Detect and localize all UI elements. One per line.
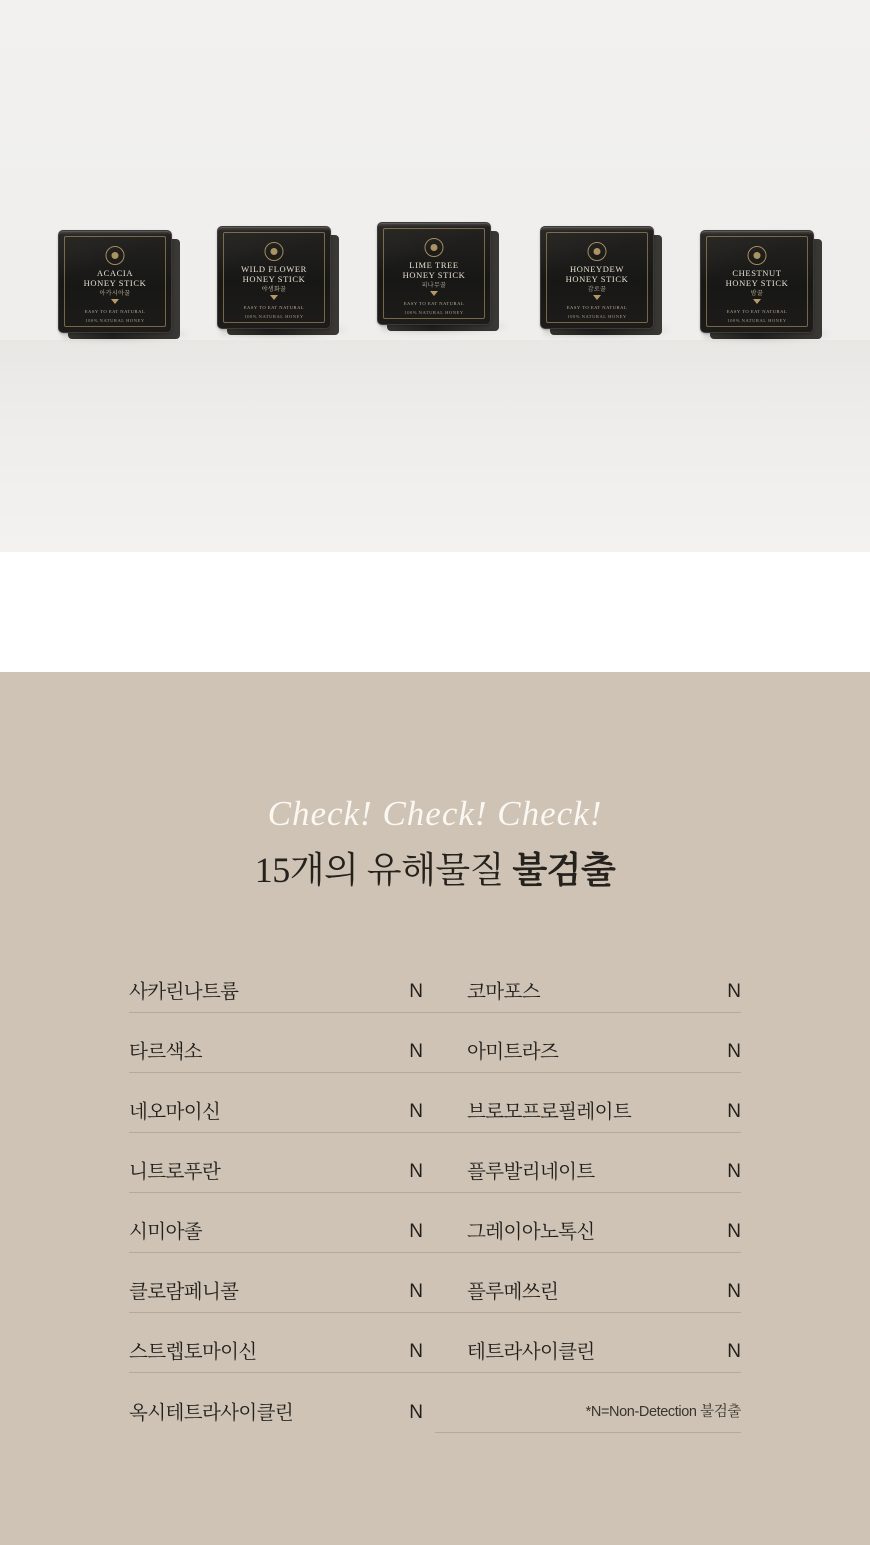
table-cell-right: [435, 1041, 741, 1073]
bee-emblem-icon: [265, 242, 284, 261]
substance-result: N: [727, 1101, 741, 1122]
tin-subtext-1: EASY TO EAT NATURAL: [403, 301, 465, 306]
product-tin-row: [0, 222, 870, 352]
section-title-bold: 불검출: [512, 850, 616, 890]
section-title-normal: 15개의 유해물질: [254, 850, 513, 890]
triangle-divider-icon: [593, 295, 601, 300]
table-cell-left: [129, 1341, 435, 1373]
tin-lid-highlight: [378, 223, 490, 227]
tin-name-line2: HONEY STICK: [725, 278, 789, 288]
substance-name: 플루발리네이트: [467, 1161, 595, 1183]
tin-name-line1: HONEYDEW: [570, 264, 624, 274]
table-cell-right: [435, 1221, 741, 1253]
substance-name: 아미트라즈: [467, 1041, 559, 1063]
tin-name-line2: HONEY STICK: [565, 274, 629, 284]
tin-name-ko: 밤꿀: [750, 291, 764, 297]
table-row: [129, 953, 741, 1013]
substance-result: N: [727, 1341, 741, 1362]
tin-name-line2: HONEY STICK: [242, 274, 306, 284]
tin-label: [218, 264, 330, 295]
tin-lid-highlight: [59, 231, 171, 235]
table-row: [129, 1013, 741, 1073]
tin-subtext-1: EASY TO EAT NATURAL: [243, 305, 305, 310]
bee-emblem-icon: [588, 242, 607, 261]
substance-name: 옥시테트라사이클린: [129, 1402, 294, 1424]
table-cell-left: [129, 1221, 435, 1253]
tin-lid: [540, 226, 654, 329]
table-cell-right: [435, 1101, 741, 1133]
section-script-title: Check! Check! Check!: [267, 794, 603, 833]
bee-emblem-icon: [425, 238, 444, 257]
substance-name: 그레이아노톡신: [467, 1221, 595, 1243]
tin-lid: [58, 230, 172, 333]
section-spacer: [0, 552, 870, 672]
table-cell-footnote: [435, 1401, 741, 1433]
tin-lid-highlight: [218, 227, 330, 231]
substance-name: 플루메쓰린: [467, 1281, 559, 1303]
hero-product-photo: [0, 0, 870, 552]
substance-name: 니트로푸란: [129, 1161, 221, 1183]
substance-result: N: [409, 1161, 423, 1182]
tin-name-line1: CHESTNUT: [732, 268, 782, 278]
product-tin: [217, 226, 335, 338]
substance-name: 테트라사이클린: [467, 1341, 595, 1363]
table-row: [129, 1313, 741, 1373]
table-cell-left: [129, 1161, 435, 1193]
substance-name: 클로람페니콜: [129, 1281, 239, 1303]
table-cell-left: [129, 1041, 435, 1073]
table-row: [129, 1253, 741, 1313]
bee-emblem-icon: [748, 246, 767, 265]
photo-backdrop: [0, 340, 870, 552]
product-tin: [58, 230, 176, 342]
tin-lid: [377, 222, 491, 325]
table-cell-right: [435, 981, 741, 1013]
substance-result: N: [409, 1041, 423, 1062]
triangle-divider-icon: [270, 295, 278, 300]
table-row: [129, 1073, 741, 1133]
tin-label: [378, 260, 490, 291]
substance-result: N: [727, 981, 741, 1002]
tin-lid: [700, 230, 814, 333]
substance-result: N: [727, 1041, 741, 1062]
table-cell-right: [435, 1161, 741, 1193]
tin-lid-highlight: [701, 231, 813, 235]
triangle-divider-icon: [753, 299, 761, 304]
tin-name-line1: WILD FLOWER: [241, 264, 307, 274]
tin-subtext-2: 100% NATURAL HONEY: [85, 318, 145, 323]
table-row: [129, 1193, 741, 1253]
tin-name-line2: HONEY STICK: [83, 278, 147, 288]
substance-name: 스트렙토마이신: [129, 1341, 257, 1363]
table-row: [129, 1373, 741, 1433]
substance-result: N: [409, 1341, 423, 1362]
product-tin: [377, 222, 495, 334]
section-title: [0, 842, 870, 893]
table-cell-left: [129, 1402, 435, 1433]
non-detection-footnote: *N=Non-Detection 불검출: [585, 1404, 741, 1420]
table-cell-right: [435, 1281, 741, 1313]
tin-name-ko: 피나무꿀: [421, 283, 447, 289]
product-tin: [700, 230, 818, 342]
substance-result: N: [727, 1221, 741, 1242]
substance-result: N: [409, 1402, 423, 1423]
bee-emblem-icon: [106, 246, 125, 265]
product-tin: [540, 226, 658, 338]
substance-result: N: [727, 1281, 741, 1302]
substance-result: N: [727, 1161, 741, 1182]
tin-subtext-2: 100% NATURAL HONEY: [567, 314, 627, 319]
tin-subtext-1: EASY TO EAT NATURAL: [84, 309, 146, 314]
substance-name: 타르색소: [129, 1041, 202, 1063]
tin-subtext-2: 100% NATURAL HONEY: [404, 310, 464, 315]
tin-label: [541, 264, 653, 295]
substance-name: 코마포스: [467, 981, 540, 1003]
table-cell-left: [129, 981, 435, 1013]
substance-result: N: [409, 1281, 423, 1302]
tin-name-ko: 아카시아꿀: [99, 291, 131, 297]
tin-subtext-1: EASY TO EAT NATURAL: [726, 309, 788, 314]
tin-subtext-2: 100% NATURAL HONEY: [727, 318, 787, 323]
substance-result: N: [409, 1101, 423, 1122]
triangle-divider-icon: [430, 291, 438, 296]
tin-name-line1: ACACIA: [96, 268, 134, 278]
table-row: [129, 1133, 741, 1193]
tin-lid: [217, 226, 331, 329]
substance-name: 시미아졸: [129, 1221, 202, 1243]
tin-name-ko: 야생화꿀: [261, 287, 287, 293]
substance-results-table: [129, 953, 741, 1433]
tin-subtext-2: 100% NATURAL HONEY: [244, 314, 304, 319]
triangle-divider-icon: [111, 299, 119, 304]
harmful-substance-test-section: [0, 672, 870, 1545]
substance-name: 브로모프로필레이트: [467, 1101, 632, 1123]
table-cell-left: [129, 1281, 435, 1313]
tin-name-ko: 감로꿀: [587, 287, 607, 293]
tin-name-line1: LIME TREE: [409, 260, 459, 270]
tin-lid-highlight: [541, 227, 653, 231]
tin-name-line2: HONEY STICK: [402, 270, 466, 280]
tin-label: [701, 268, 813, 299]
tin-subtext-1: EASY TO EAT NATURAL: [566, 305, 628, 310]
substance-result: N: [409, 981, 423, 1002]
table-cell-right: [435, 1341, 741, 1373]
tin-label: [59, 268, 171, 299]
substance-name: 네오마이신: [129, 1101, 221, 1123]
table-cell-left: [129, 1101, 435, 1133]
substance-name: 사카린나트륨: [129, 981, 239, 1003]
substance-result: N: [409, 1221, 423, 1242]
